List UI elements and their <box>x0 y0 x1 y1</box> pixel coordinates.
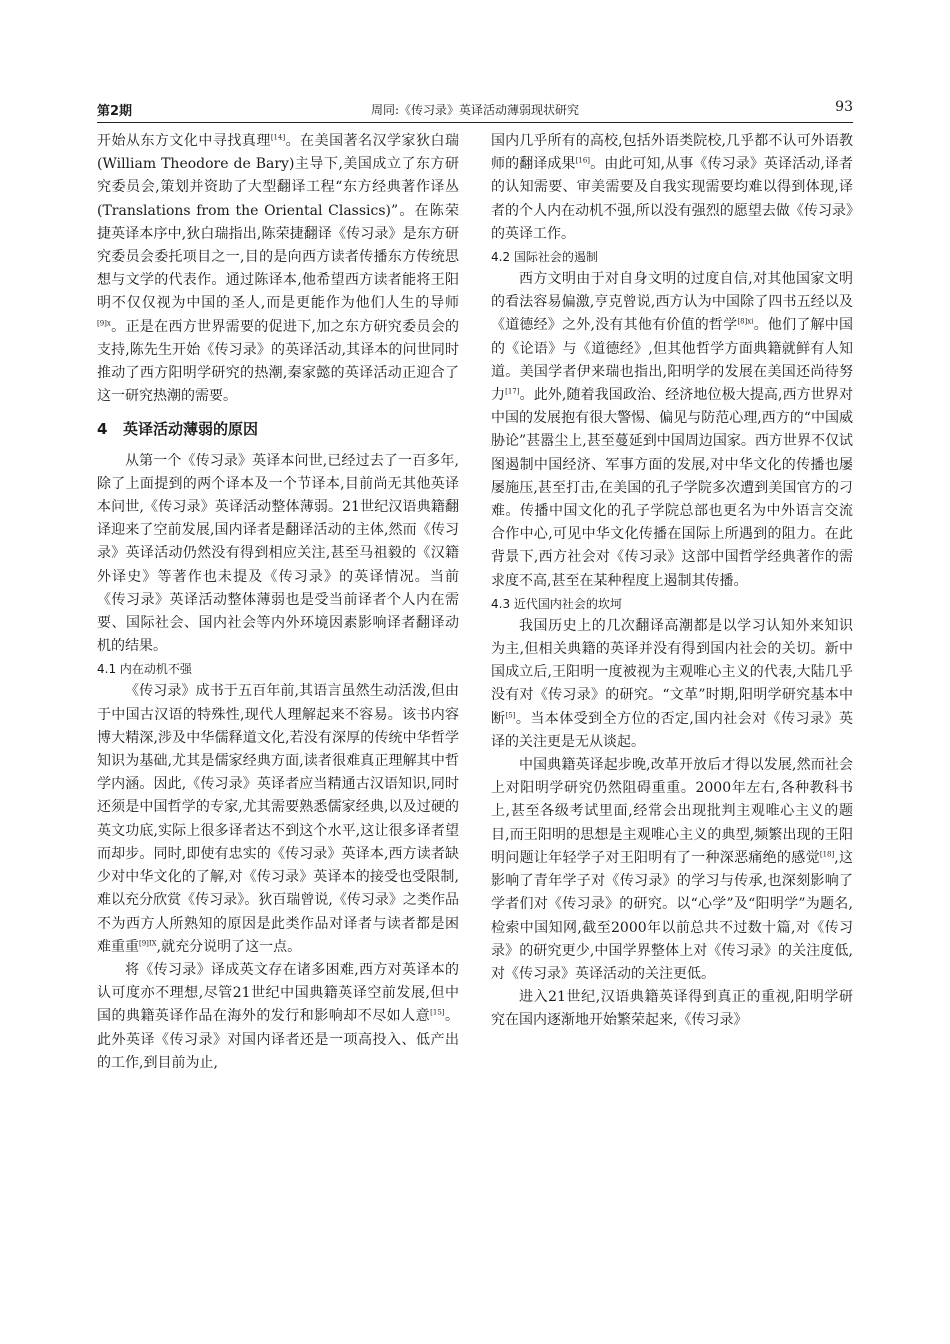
paragraph <box>97 680 459 958</box>
right-column <box>491 130 853 1033</box>
text-span: ,这影响了青年学子对《传习录》的学习与传承,也深刻影响了学者们对《传习录》的研究。以“心学”及“阳明学”为题名,检索中国知网,截至2000年以前总共不过数十篇,对《传习录》的研究更少,中国学界整体上对《传习录》的关注度低,对《传习录》英译活动的关注更低。 <box>491 849 853 982</box>
text-span: 。此外英译《传习录》对国内译者还是一项高投入、低产出的工作,到目前为止, <box>97 1008 459 1071</box>
paragraph <box>97 959 459 1075</box>
section-number: 4 <box>97 420 108 439</box>
text-span: 。在美国著名汉学家狄白瑞(William Theodore de Bary)主导下,美国成立了东方研究委员会,策划并资助了大型翻译工程“东方经典著作译丛(Translations from the Oriental Classics)”。在陈荣捷英译本序中,狄白瑞指出,陈荣捷翻译《传习录》是东方研究委员会委托项目之一,目的是向西方读者传播东方传统思想与文学的代表作。通过陈译本,他希望西方读者能将王阳明不仅仅视为中国的圣人,而是更能作为他们人生的导师 <box>97 133 459 312</box>
issue-number: 第2期 <box>97 104 133 119</box>
paragraph <box>491 615 853 754</box>
paragraph: 从第一个《传习录》英译本问世,已经过去了一百多年,除了上面提到的两个译本及一个节译本,目前尚无其他英译本问世,《传习录》英译活动整体薄弱。21世纪汉语典籍翻译迎来了空前发展,国内译者是翻译活动的主体,然而《传习录》英译活动仍然没有得到相应关注,甚至马祖毅的《汉籍外译史》等著作也未提及《传习录》的英译情况。当前《传习录》英译活动整体薄弱也是受当前译者个人内在需要、国际社会、国内社会等内外环境因素影响译者翻译动机的结果。 <box>97 452 459 655</box>
subsection-heading-4-3: 4.3 近代国内社会的坎坷 <box>491 596 622 611</box>
citation: [15] <box>430 1008 445 1017</box>
citation: [14] <box>270 133 286 142</box>
subsection-heading-4-2: 4.2 国际社会的遏制 <box>491 250 598 265</box>
text-span: 。正是在西方世界需要的促进下,加之东方研究委员会的支持,陈先生开始《传习录》的英译活动,其译本的问世同时推动了西方阳明学研究的热潮,秦家懿的英译活动正迎合了这一研究热潮的需要。 <box>97 318 459 405</box>
citation: [5] <box>505 711 516 720</box>
citation: [18] <box>819 850 835 859</box>
citation: [9]IX <box>139 939 157 948</box>
text-span: ,就充分说明了这一点。 <box>156 938 302 955</box>
paragraph-continued <box>491 130 853 246</box>
subsection-heading-4-1: 4.1 内在动机不强 <box>97 662 192 677</box>
paragraph <box>491 268 853 593</box>
page-number: 93 <box>835 99 853 115</box>
citation: [16] <box>575 156 591 165</box>
citation: [9]x <box>97 318 111 327</box>
paragraph: 进入21世纪,汉语典籍英译得到真正的重视,阳明学研究在国内逐渐地开始繁荣起来,《传习录》 <box>491 989 853 1029</box>
paragraph-continued <box>97 130 459 408</box>
text-span: 。他们了解中国的《论语》与《道德经》,但其他哲学方面典籍就鲜有人知道。美国学者伊来瑞也指出,阳明学的发展在美国还尚待努力 <box>491 317 854 404</box>
text-span: 我国历史上的几次翻译高潮都是以学习认知外来知识为主,但相关典籍的英译并没有得到国内社会的关切。新中国成立后,王阳明一度被视为主观唯心主义的代表,大陆几乎没有对《传习录》的研究。“文革”时期,阳明学研究基本中断 <box>491 617 853 727</box>
section-title: 英译活动薄弱的原因 <box>123 420 259 439</box>
citation: [17] <box>505 387 520 396</box>
left-column <box>97 130 459 1075</box>
running-title: 周同:《传习录》英译活动薄弱现状研究 <box>370 103 580 117</box>
text-span: 西方文明由于对自身文明的过度自信,对其他国家文明的看法容易偏激,亨克曾说,西方认为中国除了四书五经以及《道德经》之外,没有其他有价值的哲学 <box>491 271 853 334</box>
text-span: 。当本体受到全方位的否定,国内社会对《传习录》英译的关注更是无从谈起。 <box>491 710 853 750</box>
text-span: 开始从东方文化中寻找真理 <box>97 133 271 149</box>
text-span: 。此外,随着我国政治、经济地位极大提高,西方世界对中国的发展抱有很大警惕、偏见与防范心理,西方的“中国威胁论”甚嚣尘上,甚至蔓延到中国周边国家。西方世界不仅试图遏制中国经济、军事方面的发展,对中华文化的传播也屡屡施压,甚至打击,在美国的孔子学院多次遭到美国官方的刁难。传播中国文化的孔子学院总部也更名为中外语言交流合作中心,可见中华文化传播在国际上所遇到的阻力。在此背景下,西方社会对《传习录》这部中国哲学经典著作的需求度不高,甚至在某种程度上遏制其传播。 <box>491 387 853 589</box>
running-header <box>97 96 853 123</box>
text-span: 将《传习录》译成英文存在诸多困难,西方对英译本的认可度亦不理想,尽管21世纪中国典籍英译空前发展,但中国的典籍英译作品在海外的发行和影响却不尽如人意 <box>97 961 459 1025</box>
citation: [8]xi <box>737 317 754 326</box>
text-span: 。由此可知,从事《传习录》英译活动,译者的认知需要、审美需要及自我实现需要均难以得到体现,译者的个人内在动机不强,所以没有强烈的愿望去做《传习录》的英译工作。 <box>491 156 854 242</box>
section-heading-4 <box>97 418 459 441</box>
text-span: 《传习录》成书于五百年前,其语言虽然生动活泼,但由于中国古汉语的特殊性,现代人理解起来不容易。该书内容博大精深,涉及中华儒释道文化,若没有深厚的传统中华哲学知识为基础,尤其是儒家经典方面,读者很难真正理解其中哲学内涵。因此,《传习录》英译者应当精通古汉语知识,同时还须是中国哲学的专家,尤其需要熟悉儒家经典,以及过硬的英文功底,实际上很多译者达不到这个水平,这让很多译者望而却步。同时,即使有忠实的《传习录》英译本,西方读者缺少对中华文化的了解,对《传习录》英译本的接受也受限制,难以充分欣赏《传习录》。狄百瑞曾说,《传习录》之类作品不为西方人所熟知的原因是此类作品对译者与读者都是困难重重 <box>97 683 459 955</box>
text-span: 国内几乎所有的高校,包括外语类院校,几乎都不认可外语教师的翻译成果 <box>491 133 853 173</box>
text-span: 中国典籍英译起步晚,改革开放后才得以发展,然而社会上对阳明学研究仍然阻碍重重。2000年左右,各种教科书上,甚至各级考试里面,经常会出现批判主观唯心主义的题目,而王阳明的思想是主观唯心主义的典型,频繁出现的王阳明问题让年轻学子对王阳明有了一种深恶痛绝的感觉 <box>491 757 853 866</box>
paragraph <box>491 754 853 986</box>
